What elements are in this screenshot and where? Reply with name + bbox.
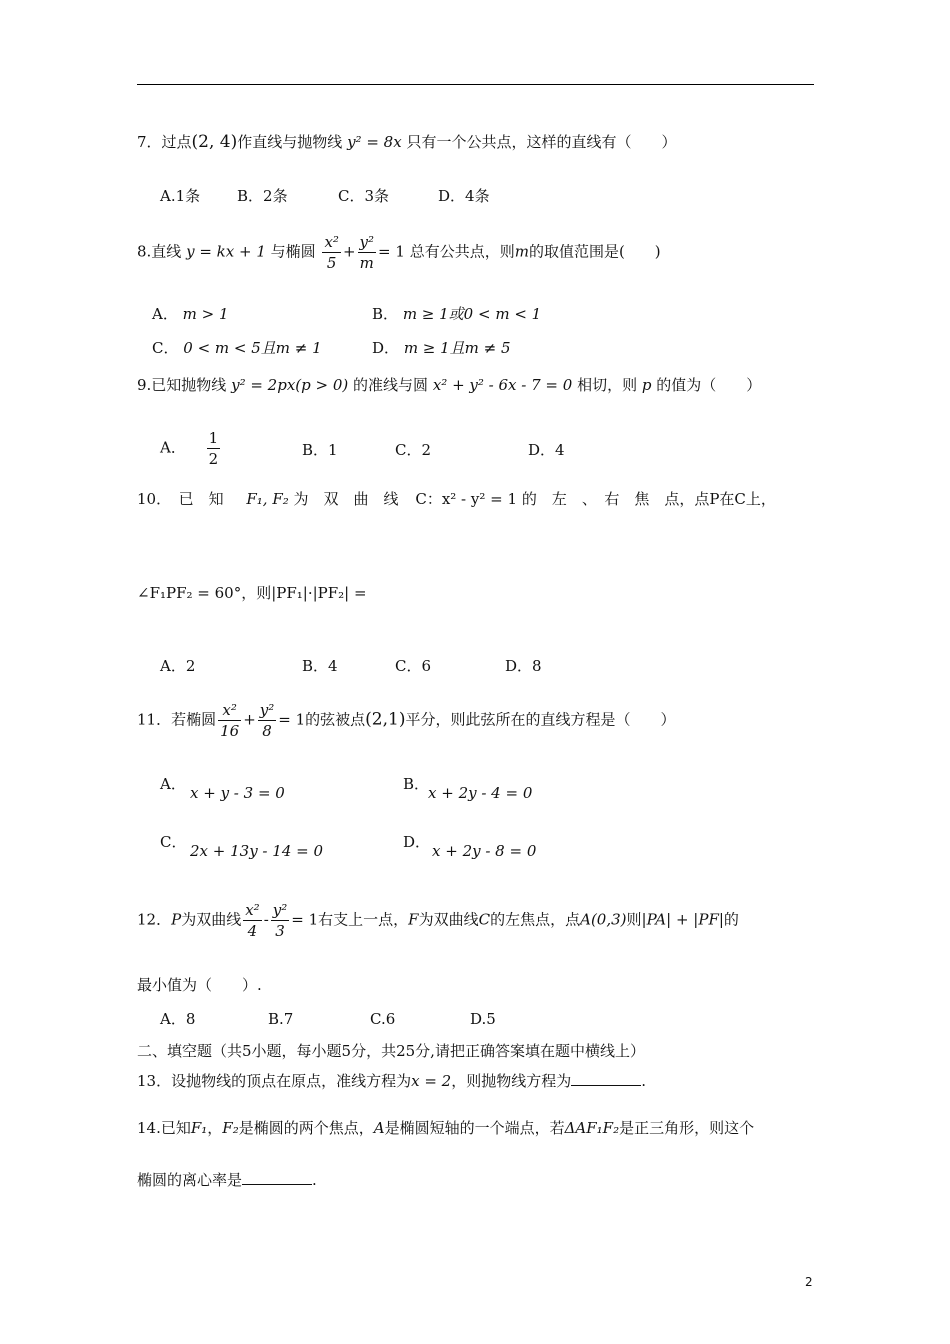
question-10 [137,488,776,510]
q12-mid2: 右支上一点， [318,910,409,929]
q8-tail2: 的取值范围是( ) [528,242,661,261]
q11-option-d-label: D． [403,833,431,851]
q11-point: (2,1) [365,709,406,730]
q8-option-d: D． m ≥ 1且m ≠ 5 [372,339,511,357]
q14-f1: F₁ [190,1119,208,1137]
q8-var: m [514,242,529,261]
q11-fraction-x: $\frac{\text{x²}}{16}$ [220,701,240,740]
q8-option-c: C． 0 < m < 5且m ≠ 1 [152,339,322,357]
q12-a: A(0,3) [580,910,627,929]
q10-option-d: D．8 [505,657,542,675]
q10-line-2: ∠F₁PF₂ = 60°，则|PF₁|·|PF₂| = [137,584,367,602]
q9-mid: 的准线与圆 [353,376,429,394]
q12-option-c: C.6 [370,1010,396,1028]
q12-line-2: 最小值为（ ）. [137,976,262,994]
q9-option-a: A． $\frac{1}{2}$ [160,429,219,468]
question-14: 14.已知F₁，F₂是椭圆的两个焦点，A是椭圆短轴的一个端点，若ΔAF₁F₂是正三角形，则这个 [137,1119,755,1137]
q7-option-c: C．3条 [338,187,390,205]
q12-fraction-x: $\frac{\text{x²}}{4}$ [245,901,260,940]
question-8: 8.直线 y = kx + 1 与椭圆 $\frac{\text{x²}}{5}$ + $\frac{\text{y²}}{m}$ = 1 总有公共点，则m的取值范围是( ) [137,233,661,272]
q12-option-b: B.7 [268,1010,294,1028]
q8-mid: 与椭圆 [270,242,316,261]
q12-mid4: 的左焦点，点 [490,910,581,929]
q14-number: 14.已知 [137,1119,191,1137]
q14-mid2: 是椭圆短轴的一个端点，若 [384,1119,565,1137]
q8-fraction-y: $\frac{\text{y²}}{m}$ [359,233,375,272]
q8-line: y = kx + 1 [186,242,266,261]
q10-option-c: C．6 [395,657,432,675]
q12-mid5: 则 [626,910,642,929]
q9-var: p [641,376,652,394]
header-rule [137,84,814,85]
q12-number: 12． [137,910,172,929]
q13-text: 13．设抛物线的顶点在原点，准线方程为 [137,1072,412,1090]
q11-option-a-label: A． [160,775,186,793]
q10-foci: F₁, F₂ [246,490,289,508]
q7-tail: 只有一个公共点，这样的直线有（ ） [406,133,677,151]
q11-fraction-y: $\frac{\text{y²}}{8}$ [259,701,275,740]
q11-option-b-label: B． [403,775,430,793]
q8-fraction-x: $\frac{\text{x²}}{5}$ [324,233,339,272]
q11-option-c-label: C． [160,833,187,851]
q11-option-a: x + y - 3 = 0 [190,784,285,802]
q11-option-b: x + 2y - 4 = 0 [428,784,533,802]
q7-number: 7．过点 [137,133,192,151]
question-13: 13．设抛物线的顶点在原点，准线方程为x = 2，则抛物线方程为 . [137,1072,646,1090]
q12-option-d: D.5 [470,1010,496,1028]
q13-eq: x = 2 [411,1072,452,1090]
q9-tail2: 的值为（ ） [656,376,762,394]
q8-option-a: A． m > 1 [152,305,229,323]
q12-expr: |PA| + |PF| [641,910,724,929]
q12-fraction-y: $\frac{\text{y²}}{3}$ [272,901,288,940]
q9-circle: x² + y² - 6x - 7 = 0 [432,376,573,394]
section-2-heading: 二、填空题（共5小题，每小题5分，共25分,请把正确答案填在题中横线上） [137,1042,645,1060]
q10-option-b: B．4 [302,657,338,675]
q12-p: P [171,910,182,929]
q14-line-2: 椭圆的离心率是 . [137,1171,317,1189]
q7-option-a: A.1条 [160,187,201,205]
q10-tail2: ，点P在C上， [679,490,776,508]
q7-option-d: D．4条 [438,187,490,205]
q11-mid: 的弦被点 [305,710,366,729]
q10-number: 10． 已 知 [137,490,224,508]
q12-mid3: 为双曲线 [418,910,479,929]
q10-tail: 的 左 、 右 焦 点 [521,490,680,508]
q9-tail1: 相切，则 [577,376,638,394]
q13-answer-blank[interactable] [571,1071,641,1086]
q7-point: (2, 4) [191,132,238,152]
page-number: 2 [805,1275,813,1289]
question-9 [137,374,761,396]
q14-f2: F₂ [222,1119,239,1137]
q12-f: F [408,910,419,929]
q12-c: C [478,910,491,929]
q14-tail: 是正三角形，则这个 [619,1119,755,1137]
q10-option-a: A．2 [160,657,196,675]
q8-number: 8.直线 [137,242,182,261]
q7-text: 作直线与抛物线 [237,133,343,151]
q11-option-d: x + 2y - 8 = 0 [432,842,537,860]
question-12: 12．P为双曲线 $\frac{\text{x²}}{4}$ - $\frac{\text{y²}}{3}$ = 1右支上一点，F为双曲线C的左焦点，点A(0,3)则|PA| + |PF|的 [137,901,739,940]
question-7 [137,131,676,153]
q14-triangle: ΔAF₁F₂ [564,1119,620,1137]
q8-option-b: B． m ≥ 1或0 < m < 1 [372,305,542,323]
q7-option-b: B．2条 [237,187,288,205]
q9-option-c: C．2 [395,441,432,459]
q14-answer-blank[interactable] [242,1170,312,1185]
q11-number: 11．若椭圆 [137,710,217,729]
q13-tail: ，则抛物线方程为 [451,1072,572,1090]
q12-option-a: A．8 [160,1010,196,1028]
q7-equation: y² = 8x [347,133,402,151]
q12-tail: 的 [723,910,739,929]
q14-a: A [373,1119,385,1137]
q11-option-c: 2x + 13y - 14 = 0 [190,842,324,860]
q14-mid1: 是椭圆的两个焦点， [238,1119,374,1137]
q9-option-d: D．4 [528,441,565,459]
q9-number: 9.已知抛物线 [137,376,227,394]
q10-curve: C：x² - y² = 1 [415,490,518,508]
q9-option-b: B．1 [302,441,338,459]
q8-tail1: 总有公共点，则 [409,242,515,261]
q11-tail: 平分，则此弦所在的直线方程是（ ） [405,710,676,729]
question-11: 11．若椭圆 $\frac{\text{x²}}{16}$ + $\frac{\text{y²}}{8}$ = 1的弦被点(2,1)平分，则此弦所在的直线方程是（ ） [137,701,676,740]
q9-parabola: y² = 2px(p > 0) [231,376,349,394]
q12-mid1: 为双曲线 [181,910,242,929]
q10-mid: 为 双 曲 线 [293,490,399,508]
